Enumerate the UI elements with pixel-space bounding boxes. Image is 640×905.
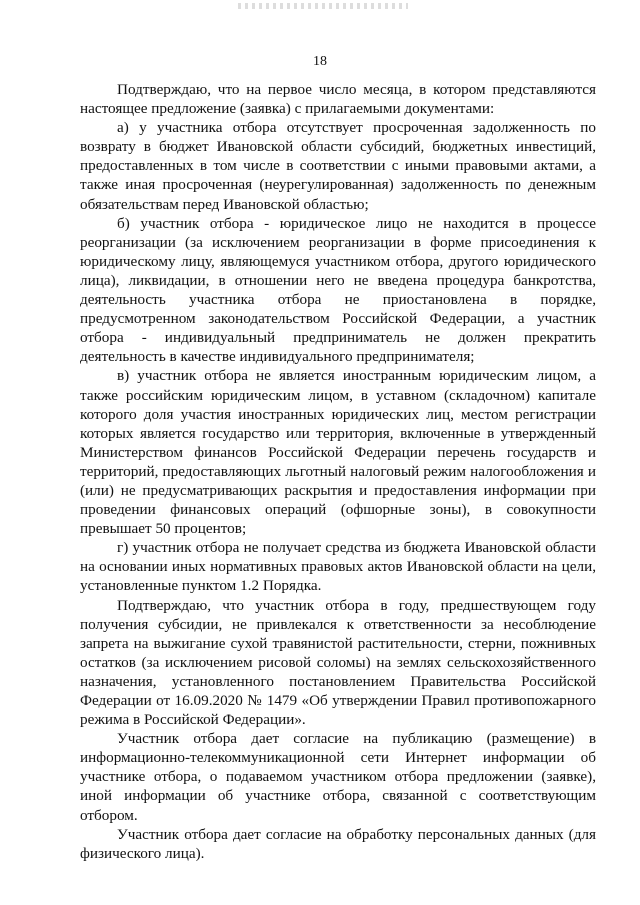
scan-artifact — [238, 3, 408, 9]
document-body — [80, 80, 596, 863]
paragraph-confirmation-intro: Подтверждаю, что на первое число месяца, в котором представляются настоящее предложение (заявка) с прилагаемыми документами: — [80, 81, 596, 118]
page-number: 18 — [313, 54, 327, 69]
paragraph-item-b: б) участник отбора - юридическое лицо не находится в процессе реорганизации (за исключением реорганизации в форме присоединения к юридическому лицу, являющемуся участником отбора, другого юридического лица), ликвидации, в отношении него не введена процедура банкротства, деятельность участника отбора не приостановлена в порядке, предусмотренном законодательством Российской Федерации, а участник отбора - индивидуальный предприниматель не должен прекратить деятельность в качестве индивидуального предпринимателя; — [80, 214, 596, 366]
paragraph-item-a: а) у участника отбора отсутствует просроченная задолженность по возврату в бюджет Ивановской области субсидий, бюджетных инвестиций, предоставленных в том числе в соответствии с иными правовыми актами, а также иная просроченная (неурегулированная) задолженность по денежным обязательствам перед Ивановской областью; — [80, 119, 596, 213]
paragraph-personal-data-consent: Участник отбора дает согласие на обработку персональных данных (для физического лица). — [80, 825, 596, 862]
paragraph-item-g: г) участник отбора не получает средства из бюджета Ивановской области на основании иных нормативных правовых актов Ивановской области на цели, установленные пунктом 1.2 Порядка. — [80, 539, 596, 595]
paragraph-publication-consent: Участник отбора дает согласие на публикацию (размещение) в информационно-телекоммуникационной сети Интернет информации об участнике отбора, о подаваемом участником отбора предложении (заявке), иной информации об участнике отбора, связанной с соответствующим отбором. — [80, 730, 596, 824]
paragraph-fire-safety: Подтверждаю, что участник отбора в году, предшествующем году получения субсидии, не привлекался к ответственности за несоблюдение запрета на выжигание сухой травянистой растительности, стерни, пожнивных остатков (за исключением рисовой соломы) на землях сельскохозяйственного назначения, установленного постановлением Правительства Российской Федерации от 16.09.2020 № 1479 «Об утверждении Правил противопожарного режима в Российской Федерации». — [80, 596, 596, 729]
paragraph-item-v: в) участник отбора не является иностранным юридическим лицом, а также российским юридическим лицом, в уставном (складочном) капитале которого доля участия иностранных юридических лиц, местом регистрации которых является государство или территория, включенные в утвержденный Министерством финансов Российской Федерации перечень государств и территорий, предоставляющих льготный налоговый режим налогообложения и (или) не предусматривающих раскрытия и предоставления информации при проведении финансовых операций (офшорные зоны), в совокупности превышает 50 процентов; — [80, 367, 596, 538]
